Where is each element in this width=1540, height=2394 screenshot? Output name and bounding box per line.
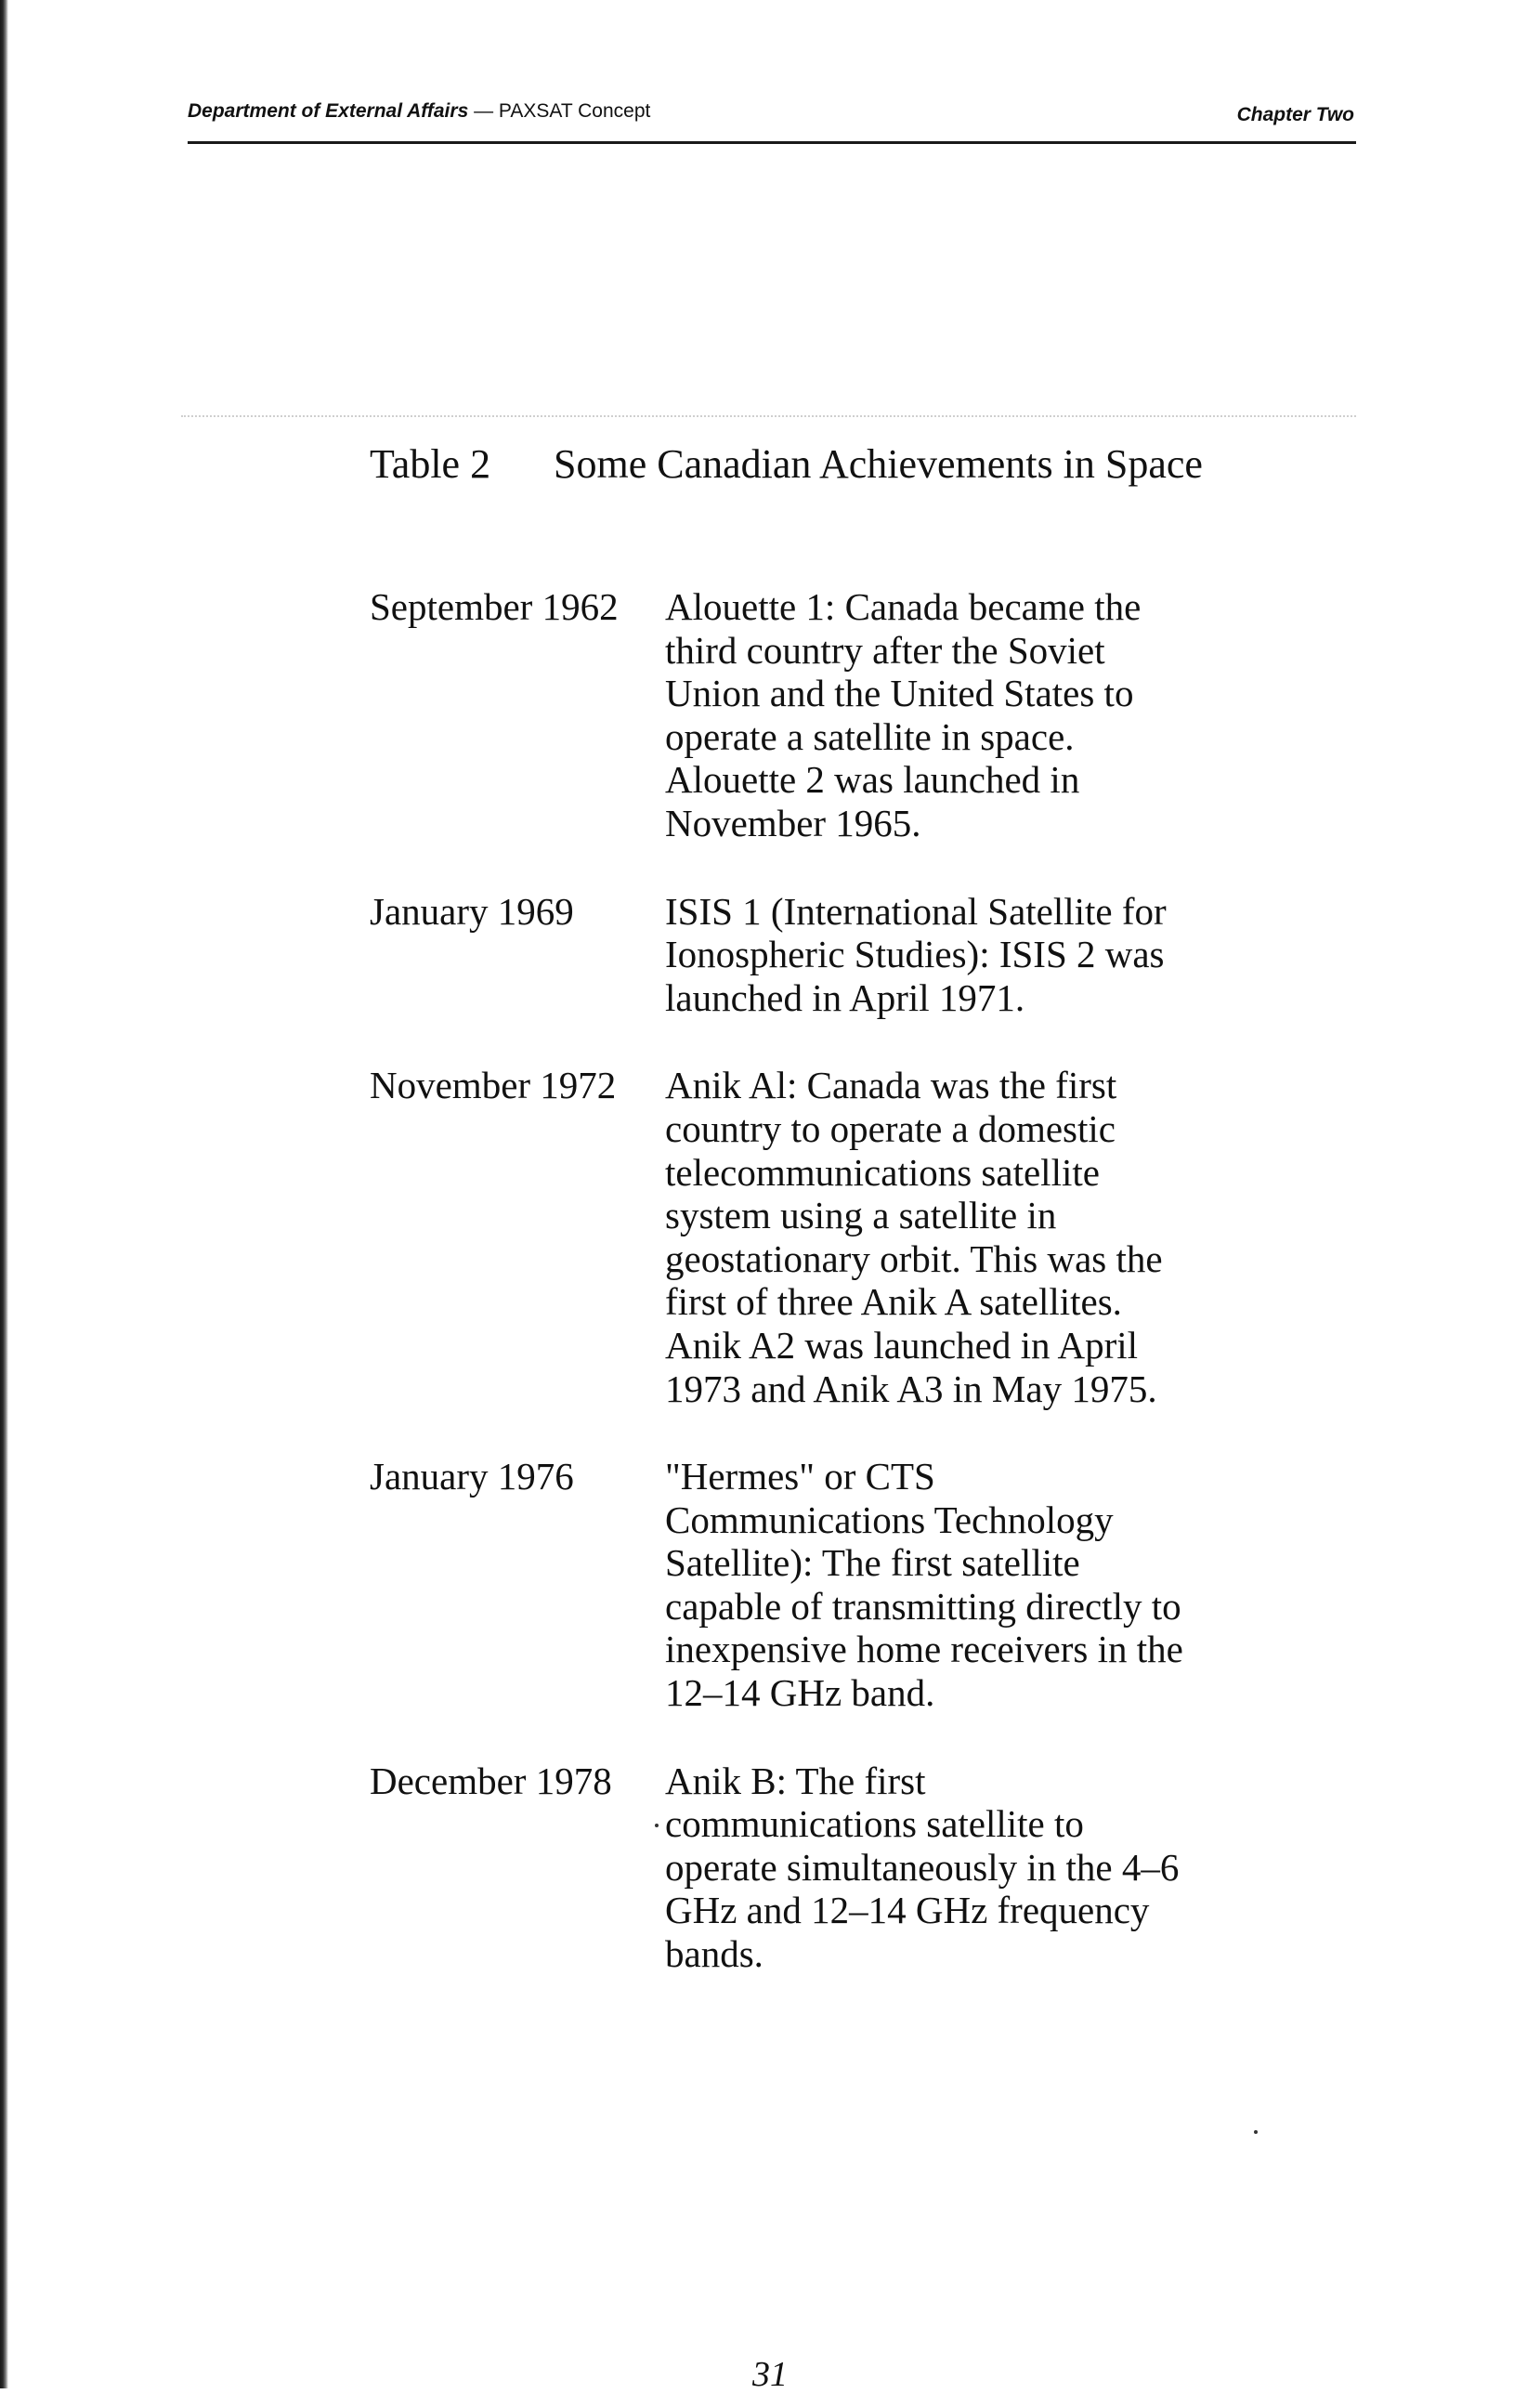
- header-chapter: Chapter Two: [1236, 104, 1354, 125]
- achievements-list: [370, 585, 1299, 2021]
- list-item: [370, 585, 1299, 845]
- entry-date: January 1976: [370, 1455, 574, 1498]
- entry-date: November 1972: [370, 1064, 617, 1107]
- list-item: [370, 1760, 1299, 1976]
- list-item: [370, 1064, 1299, 1410]
- scan-edge: [0, 0, 8, 2388]
- entry-description: Anik B: The first communications satellite to operate simultaneously in the 4–6 GHz and 12–14 GHz frequency bands.: [665, 1759, 1180, 1976]
- running-header: [188, 97, 1356, 144]
- entry-date: December 1978: [370, 1759, 612, 1802]
- entry-date: January 1969: [370, 889, 574, 933]
- entry-description: Alouette 1: Canada became the third country after the Soviet Union and the United States to operate a satellite in space. Alouette 2 was launched in November 1965.: [665, 585, 1142, 844]
- header-department: Department of External Affairs: [188, 100, 469, 122]
- header-separator: —: [468, 100, 499, 122]
- header-source: [188, 100, 650, 123]
- divider: [181, 415, 1356, 417]
- list-item: [370, 1455, 1299, 1715]
- table-title: Some Canadian Achievements in Space: [554, 441, 1203, 487]
- table-number: Table 2: [370, 441, 491, 487]
- list-item: [370, 890, 1299, 1020]
- page-number: 31: [752, 2355, 788, 2394]
- entry-date: September 1962: [370, 585, 619, 628]
- entry-description: Anik Al: Canada was the first country to operate a domestic telecommunications satellite system using a satellite in geostationary orbit. This was the first of three Anik A satellites. Anik A2 was launched in April 1973 and Anik A3 in May 1975.: [665, 1064, 1163, 1410]
- scan-speck: [1254, 2130, 1258, 2134]
- scan-speck: [655, 1824, 659, 1827]
- entry-description: ISIS 1 (International Satellite for Ionospheric Studies): ISIS 2 was launched in April 1971.: [665, 889, 1167, 1019]
- header-document: PAXSAT Concept: [498, 100, 651, 122]
- entry-description: "Hermes" or CTS Communications Technology Satellite): The first satellite capable of transmitting directly to inexpensive home receivers in the 12–14 GHz band.: [665, 1455, 1183, 1715]
